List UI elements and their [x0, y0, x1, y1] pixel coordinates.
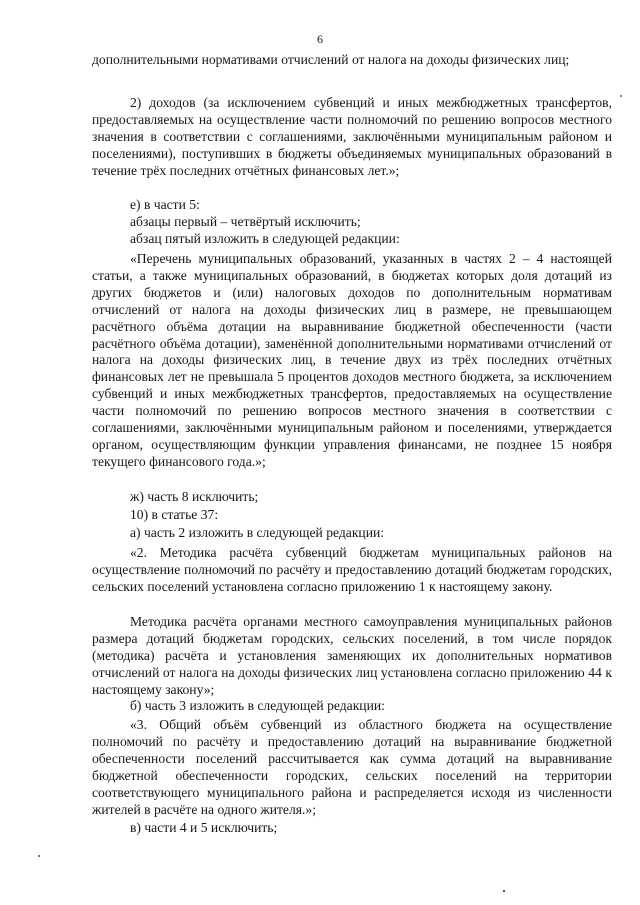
- scan-speck: [38, 855, 40, 857]
- paragraph-abzacy-exclude: абзацы первый – четвёртый исключить;: [130, 214, 361, 229]
- paragraph-item-v: в) части 4 и 5 исключить;: [130, 820, 278, 835]
- paragraph-quote-part-3: «3. Общий объём субвенций из областного бюджета на осуществление полномочий по расчёту и предоставлению дотаций на выравнивание бюджетной обеспеченности поселений рассчитывается как сумма дотаций на выравнивание бюджетной обеспеченности городских, сельских поселений на территории соответствующего муниципального района и распределяется исходя из численности жителей в расчёте на одного жителя.»;: [92, 717, 612, 817]
- paragraph-item-10: 10) в статье 37:: [130, 507, 219, 522]
- paragraph-item-2: 2) доходов (за исключением субвенций и иных межбюджетных трансфертов, предоставляемых на осуществление части полномочий по решению вопросов местного значения в соответствии с соглашениями, заключёнными муниципальным районом и поселениями), поступивших в бюджеты объединяемых муниципальных образований в течение трёх последних отчётных финансовых лет.»;: [92, 95, 612, 178]
- paragraph-abzac-five: абзац пятый изложить в следующей редакции:: [130, 231, 400, 246]
- paragraph-methodology: Методика расчёта органами местного самоуправления муниципальных районов размера дотаций бюджетам городских, сельских поселений, в том числе порядок (методика) расчёта и установления заменяющих их дополнительных нормативов отчислений от налога на доходы физических лиц установлена согласно приложению 44 к настоящему закону»;: [92, 614, 612, 697]
- scan-speck: [503, 890, 505, 892]
- paragraph-quote-part-2: «2. Методика расчёта субвенций бюджетам муниципальных районов на осуществление полномочий по расчёту и предоставлению дотаций бюджетам городских, сельских поселений установлена согласно приложению 1 к настоящему закону.: [92, 545, 612, 594]
- paragraph-item-a: а) часть 2 изложить в следующей редакции:: [130, 525, 385, 540]
- paragraph-item-zh: ж) часть 8 исключить;: [130, 489, 259, 504]
- paragraph-quote-list: «Перечень муниципальных образований, указанных в частях 2 – 4 настоящей статьи, а также муниципальных образований, в бюджетах которых доля дотаций из других бюджетов и (или) налоговых доходов по дополнительным нормативам отчислений от налога на доходы физических лиц в размере, не превышающем расчётного объёма дотации на выравнивание бюджетной обеспеченности (части расчётного объёма дотации), заменённой дополнительными нормативами отчислений от налога на доходы физических лиц, в течение двух из трёх последних отчётных финансовых лет не превышала 5 процентов доходов местного бюджета, за исключением субвенций и иных межбюджетных трансфертов, предоставляемых на осуществление части полномочий по решению вопросов местного значения в соответствии с соглашениями, заключёнными муниципальным районом и поселениями, утверждается органом, осуществляющим функции управления финансами, не позднее 15 ноября текущего финансового года.»;: [92, 251, 612, 469]
- paragraph-item-e: е) в части 5:: [130, 197, 200, 212]
- paragraph-item-b: б) часть 3 изложить в следующей редакции:: [130, 698, 385, 713]
- page-number: 6: [317, 32, 323, 46]
- scan-speck: [620, 95, 622, 97]
- paragraph-continuation: дополнительными нормативами отчислений от налога на доходы физических лиц;: [92, 52, 570, 67]
